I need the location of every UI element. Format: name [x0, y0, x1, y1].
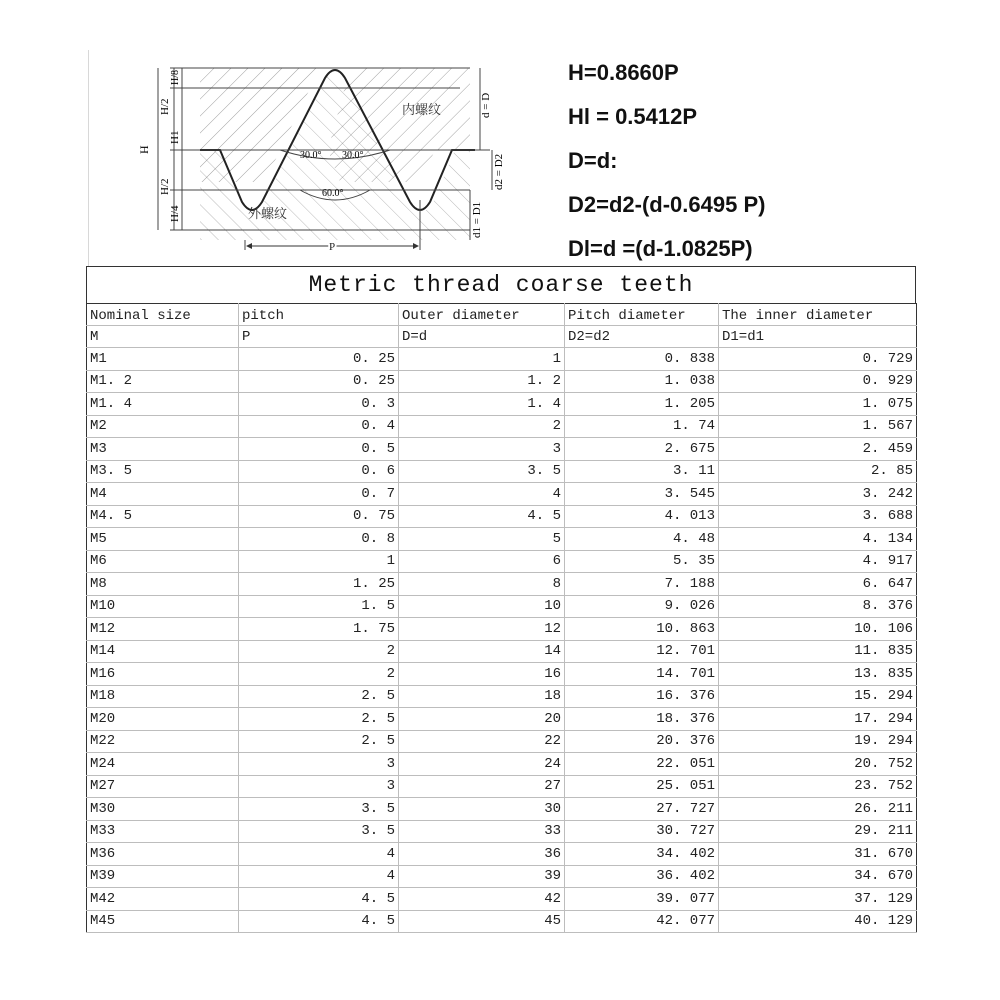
cell-inner-diameter: 34. 670: [719, 865, 917, 888]
table-row: [87, 685, 917, 708]
cell-pitch: 2: [239, 663, 399, 686]
label-d-eq-D: d = D: [480, 92, 492, 118]
table-row: [87, 843, 917, 866]
table-row: [87, 910, 917, 933]
table-row: [87, 595, 917, 618]
cell-pitch: 4. 5: [239, 888, 399, 911]
cell-pitch-diameter: 25. 051: [565, 775, 719, 798]
table-subheader-row: [87, 326, 917, 348]
cell-pitch: 1: [239, 550, 399, 573]
cell-outer-diameter: 20: [399, 708, 565, 731]
cell-nominal-size: M3. 5: [87, 460, 239, 483]
cell-outer-diameter: 2: [399, 415, 565, 438]
cell-outer-diameter: 30: [399, 798, 565, 821]
cell-nominal-size: M27: [87, 775, 239, 798]
cell-inner-diameter: 1. 075: [719, 393, 917, 416]
header-pitch-diameter: Pitch diameter: [565, 304, 719, 326]
cell-nominal-size: M42: [87, 888, 239, 911]
cell-inner-diameter: 26. 211: [719, 798, 917, 821]
cell-outer-diameter: 3. 5: [399, 460, 565, 483]
cell-pitch: 2. 5: [239, 685, 399, 708]
header-pitch: pitch: [239, 304, 399, 326]
cell-outer-diameter: 10: [399, 595, 565, 618]
thread-table-container: [86, 266, 916, 933]
table-row: [87, 865, 917, 888]
cell-pitch-diameter: 16. 376: [565, 685, 719, 708]
cell-inner-diameter: 40. 129: [719, 910, 917, 933]
cell-pitch: 3: [239, 753, 399, 776]
cell-outer-diameter: 18: [399, 685, 565, 708]
cell-pitch: 4. 5: [239, 910, 399, 933]
cell-pitch-diameter: 18. 376: [565, 708, 719, 731]
cell-pitch: 0. 5: [239, 438, 399, 461]
cell-pitch-diameter: 1. 74: [565, 415, 719, 438]
cell-nominal-size: M20: [87, 708, 239, 731]
thread-profile-diagram: [130, 50, 530, 266]
subheader-m: M: [87, 326, 239, 348]
cell-nominal-size: M14: [87, 640, 239, 663]
cell-pitch-diameter: 36. 402: [565, 865, 719, 888]
table-header-row: [87, 304, 917, 326]
table-row: [87, 415, 917, 438]
cell-outer-diameter: 27: [399, 775, 565, 798]
cell-outer-diameter: 1: [399, 348, 565, 371]
subheader-d1: D1=d1: [719, 326, 917, 348]
cell-nominal-size: M12: [87, 618, 239, 641]
cell-pitch: 0. 3: [239, 393, 399, 416]
cell-pitch: 3: [239, 775, 399, 798]
cell-outer-diameter: 6: [399, 550, 565, 573]
formula-d2: D2=d2-(d-0.6495 P): [568, 192, 766, 217]
cell-nominal-size: M2: [87, 415, 239, 438]
cell-pitch-diameter: 0. 838: [565, 348, 719, 371]
cell-pitch-diameter: 3. 11: [565, 460, 719, 483]
table-row: [87, 460, 917, 483]
cell-pitch: 0. 25: [239, 370, 399, 393]
cell-pitch-diameter: 22. 051: [565, 753, 719, 776]
cell-inner-diameter: 4. 134: [719, 528, 917, 551]
cell-pitch: 0. 6: [239, 460, 399, 483]
cell-outer-diameter: 33: [399, 820, 565, 843]
cell-inner-diameter: 0. 929: [719, 370, 917, 393]
cell-pitch-diameter: 14. 701: [565, 663, 719, 686]
table-row: [87, 753, 917, 776]
cell-pitch: 4: [239, 843, 399, 866]
table-row: [87, 573, 917, 596]
cell-pitch: 0. 4: [239, 415, 399, 438]
header-outer-diameter: Outer diameter: [399, 304, 565, 326]
cell-outer-diameter: 42: [399, 888, 565, 911]
cell-inner-diameter: 13. 835: [719, 663, 917, 686]
cell-outer-diameter: 39: [399, 865, 565, 888]
cell-pitch-diameter: 20. 376: [565, 730, 719, 753]
formula-list: [568, 56, 988, 276]
subheader-p: P: [239, 326, 399, 348]
cell-nominal-size: M8: [87, 573, 239, 596]
table-body: [87, 348, 917, 933]
cell-inner-diameter: 17. 294: [719, 708, 917, 731]
cell-nominal-size: M30: [87, 798, 239, 821]
table-row: [87, 528, 917, 551]
cell-pitch-diameter: 1. 205: [565, 393, 719, 416]
cell-pitch-diameter: 9. 026: [565, 595, 719, 618]
cell-pitch: 1. 25: [239, 573, 399, 596]
cell-nominal-size: M1: [87, 348, 239, 371]
cell-pitch-diameter: 10. 863: [565, 618, 719, 641]
table-row: [87, 483, 917, 506]
thread-table: [86, 303, 917, 933]
cell-pitch-diameter: 30. 727: [565, 820, 719, 843]
table-row: [87, 618, 917, 641]
label-h1: H1: [169, 130, 181, 144]
cell-nominal-size: M6: [87, 550, 239, 573]
table-title: Metric thread coarse teeth: [86, 266, 916, 303]
cell-pitch-diameter: 42. 077: [565, 910, 719, 933]
cell-inner-diameter: 10. 106: [719, 618, 917, 641]
cell-outer-diameter: 1. 2: [399, 370, 565, 393]
cell-inner-diameter: 20. 752: [719, 753, 917, 776]
formula-d1: Dl=d =(d-1.0825P): [568, 236, 753, 261]
cell-nominal-size: M24: [87, 753, 239, 776]
cell-inner-diameter: 37. 129: [719, 888, 917, 911]
cell-inner-diameter: 6. 647: [719, 573, 917, 596]
cell-outer-diameter: 36: [399, 843, 565, 866]
cell-outer-diameter: 12: [399, 618, 565, 641]
cell-pitch: 2: [239, 640, 399, 663]
cell-inner-diameter: 29. 211: [719, 820, 917, 843]
table-row: [87, 348, 917, 371]
cell-pitch-diameter: 12. 701: [565, 640, 719, 663]
cell-pitch-diameter: 5. 35: [565, 550, 719, 573]
cell-nominal-size: M33: [87, 820, 239, 843]
cell-inner-diameter: 31. 670: [719, 843, 917, 866]
label-inner-thread: 内螺纹: [402, 103, 442, 118]
label-outer-thread: 外螺纹: [248, 207, 288, 222]
cell-outer-diameter: 4. 5: [399, 505, 565, 528]
table-row: [87, 798, 917, 821]
table-row: [87, 820, 917, 843]
cell-outer-diameter: 4: [399, 483, 565, 506]
cell-inner-diameter: 0. 729: [719, 348, 917, 371]
label-d2-eq-D2: d2 = D2: [493, 153, 505, 190]
cell-outer-diameter: 5: [399, 528, 565, 551]
cell-nominal-size: M18: [87, 685, 239, 708]
cell-outer-diameter: 24: [399, 753, 565, 776]
cell-inner-diameter: 8. 376: [719, 595, 917, 618]
cell-outer-diameter: 16: [399, 663, 565, 686]
cell-pitch: 0. 8: [239, 528, 399, 551]
table-row: [87, 708, 917, 731]
subheader-d: D=d: [399, 326, 565, 348]
label-angle-right: 30.0°: [342, 150, 364, 161]
cell-inner-diameter: 4. 917: [719, 550, 917, 573]
cell-pitch: 3. 5: [239, 820, 399, 843]
cell-nominal-size: M10: [87, 595, 239, 618]
cell-pitch-diameter: 7. 188: [565, 573, 719, 596]
cell-pitch: 4: [239, 865, 399, 888]
cell-inner-diameter: 3. 242: [719, 483, 917, 506]
cell-pitch-diameter: 4. 013: [565, 505, 719, 528]
table-row: [87, 640, 917, 663]
cell-inner-diameter: 2. 459: [719, 438, 917, 461]
cell-pitch: 3. 5: [239, 798, 399, 821]
table-row: [87, 663, 917, 686]
cell-nominal-size: M5: [87, 528, 239, 551]
table-row: [87, 438, 917, 461]
label-pitch: P: [329, 241, 336, 253]
label-h: H: [137, 145, 151, 154]
cell-nominal-size: M22: [87, 730, 239, 753]
table-row: [87, 370, 917, 393]
label-h4: H/4: [169, 205, 181, 222]
table-row: [87, 505, 917, 528]
cell-nominal-size: M39: [87, 865, 239, 888]
cell-nominal-size: M16: [87, 663, 239, 686]
table-row: [87, 550, 917, 573]
formula-d: D=d:: [568, 148, 618, 173]
cell-inner-diameter: 15. 294: [719, 685, 917, 708]
table-row: [87, 730, 917, 753]
cell-pitch-diameter: 27. 727: [565, 798, 719, 821]
cell-pitch-diameter: 2. 675: [565, 438, 719, 461]
cell-nominal-size: M1. 2: [87, 370, 239, 393]
cell-nominal-size: M45: [87, 910, 239, 933]
cell-nominal-size: M4. 5: [87, 505, 239, 528]
cell-nominal-size: M3: [87, 438, 239, 461]
cell-outer-diameter: 1. 4: [399, 393, 565, 416]
cell-nominal-size: M36: [87, 843, 239, 866]
cell-pitch: 1. 5: [239, 595, 399, 618]
subheader-d2: D2=d2: [565, 326, 719, 348]
table-row: [87, 888, 917, 911]
cell-pitch: 0. 75: [239, 505, 399, 528]
cell-outer-diameter: 22: [399, 730, 565, 753]
cell-nominal-size: M1. 4: [87, 393, 239, 416]
cell-inner-diameter: 3. 688: [719, 505, 917, 528]
cell-pitch: 0. 7: [239, 483, 399, 506]
cell-inner-diameter: 23. 752: [719, 775, 917, 798]
cell-pitch: 0. 25: [239, 348, 399, 371]
formula-h1: Hl = 0.5412P: [568, 104, 698, 129]
cell-inner-diameter: 2. 85: [719, 460, 917, 483]
label-angle-left: 30.0°: [300, 150, 322, 161]
cell-pitch: 2. 5: [239, 708, 399, 731]
table-row: [87, 775, 917, 798]
cell-outer-diameter: 14: [399, 640, 565, 663]
label-h8: H/8: [170, 70, 181, 85]
cell-inner-diameter: 11. 835: [719, 640, 917, 663]
label-h2-bottom: H/2: [159, 178, 171, 195]
cell-nominal-size: M4: [87, 483, 239, 506]
header-nominal-size: Nominal size: [87, 304, 239, 326]
cell-outer-diameter: 3: [399, 438, 565, 461]
cell-inner-diameter: 19. 294: [719, 730, 917, 753]
label-angle-full: 60.0°: [322, 188, 344, 199]
cell-inner-diameter: 1. 567: [719, 415, 917, 438]
header-inner-diameter: The inner diameter: [719, 304, 917, 326]
cell-pitch-diameter: 4. 48: [565, 528, 719, 551]
label-d1-eq-D1: d1 = D1: [471, 201, 483, 238]
guide-line: [88, 50, 89, 266]
cell-pitch: 1. 75: [239, 618, 399, 641]
cell-pitch-diameter: 39. 077: [565, 888, 719, 911]
cell-pitch: 2. 5: [239, 730, 399, 753]
cell-pitch-diameter: 34. 402: [565, 843, 719, 866]
table-row: [87, 393, 917, 416]
formula-h: H=0.8660P: [568, 60, 679, 85]
cell-outer-diameter: 8: [399, 573, 565, 596]
label-h2-top: H/2: [159, 98, 171, 115]
cell-pitch-diameter: 1. 038: [565, 370, 719, 393]
cell-outer-diameter: 45: [399, 910, 565, 933]
cell-pitch-diameter: 3. 545: [565, 483, 719, 506]
